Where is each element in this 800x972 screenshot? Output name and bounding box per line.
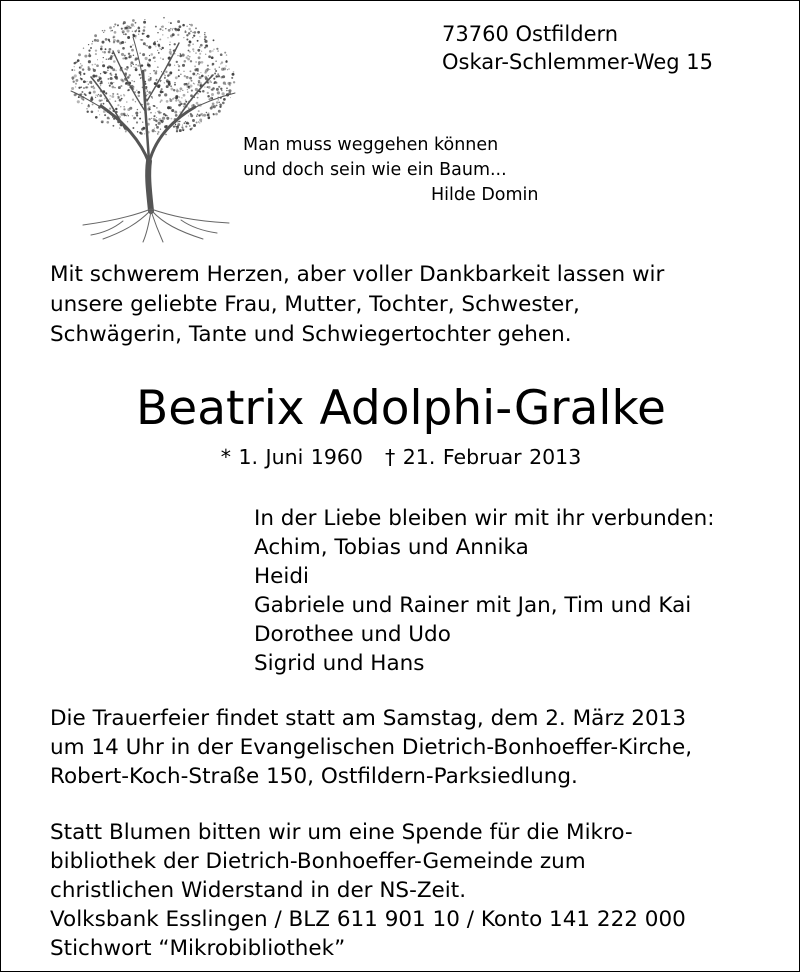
family-member: Gabriele und Rainer mit Jan, Tim und Kai — [254, 593, 692, 618]
intro-line-3: Schwägerin, Tante und Schwiegertochter gehen. — [50, 322, 572, 347]
family-member: Achim, Tobias und Annika — [254, 535, 529, 560]
quote-author: Hilde Domin — [431, 185, 539, 205]
birth-date: * 1. Juni 1960 — [220, 445, 363, 469]
donation-line-3: christlichen Widerstand in der NS-Zeit. — [50, 878, 467, 903]
tree-with-roots-icon — [63, 11, 243, 243]
service-line-3: Robert-Koch-Straße 150, Ostfildern-Parksiedlung. — [50, 764, 578, 789]
donation-line-1: Statt Blumen bitten wir um eine Spende für die Mikro- — [50, 820, 633, 845]
tree-roots — [83, 209, 229, 242]
address-line-city: 73760 Ostfildern — [442, 22, 619, 46]
tree-canopy — [71, 17, 235, 135]
life-dates — [1, 443, 800, 471]
family-member: Dorothee und Udo — [254, 622, 451, 647]
deceased-name: Beatrix Adolphi-Gralke — [136, 381, 666, 436]
service-line-2: um 14 Uhr in der Evangelischen Dietrich-Bonhoeffer-Kirche, — [50, 735, 693, 760]
intro-line-2: unsere geliebte Frau, Mutter, Tochter, Schwester, — [50, 292, 580, 317]
quote-line-1: Man muss weggehen können — [243, 135, 499, 155]
death-date: † 21. Februar 2013 — [384, 445, 582, 469]
donation-line-2: bibliothek der Dietrich-Bonhoeffer-Gemeinde zum — [50, 849, 586, 874]
address-line-street: Oskar-Schlemmer-Weg 15 — [442, 50, 713, 74]
family-intro: In der Liebe bleiben wir mit ihr verbunden: — [254, 506, 715, 531]
donation-keyword: Stichwort “Mikrobibliothek” — [50, 936, 346, 961]
bank-details: Volksbank Esslingen / BLZ 611 901 10 / Konto 141 222 000 — [50, 907, 686, 932]
family-member: Heidi — [254, 564, 309, 589]
intro-line-1: Mit schwerem Herzen, aber voller Dankbarkeit lassen wir — [50, 262, 665, 287]
family-member: Sigrid und Hans — [254, 651, 425, 676]
quote-line-2: und doch sein wie ein Baum... — [243, 160, 507, 180]
service-line-1: Die Trauerfeier findet statt am Samstag, dem 2. März 2013 — [50, 706, 686, 731]
tree-trunk — [71, 37, 235, 211]
